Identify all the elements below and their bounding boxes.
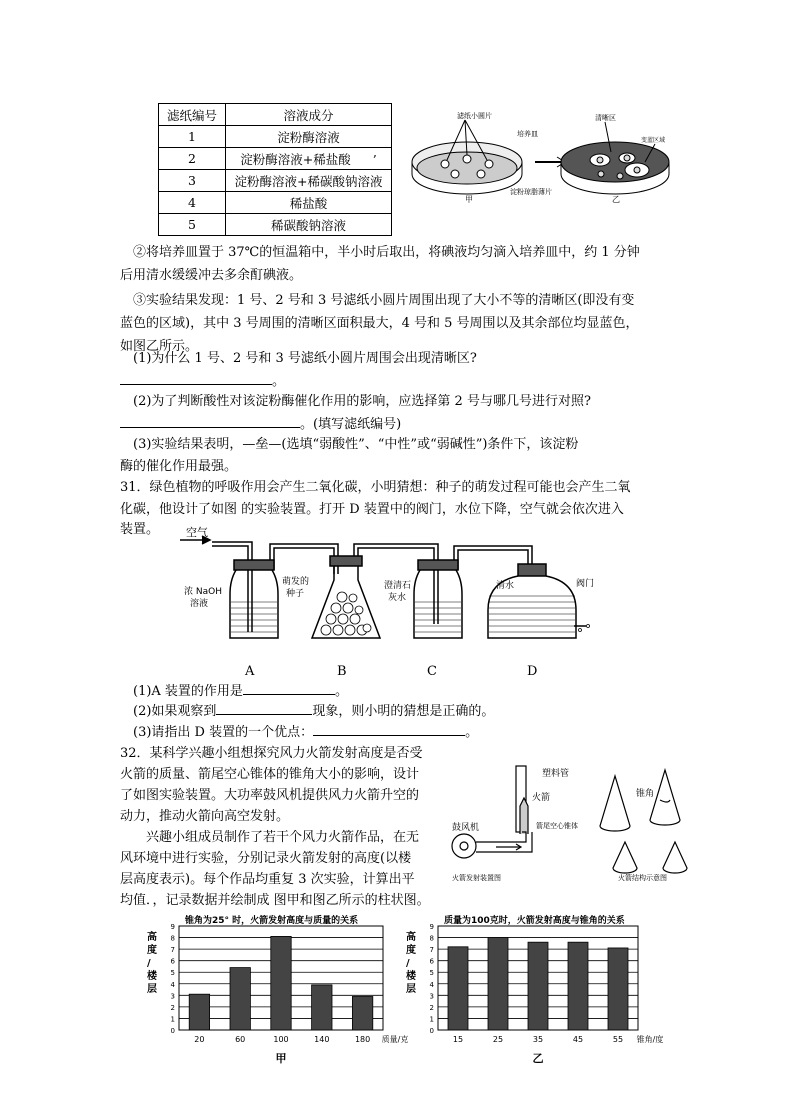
apparatus-label-c: C	[427, 664, 437, 679]
q30-question3-line1: (3)实验结果表明，—垒—(选填“弱酸性”、“中性”或“弱碱性”)条件下，该淀粉	[133, 437, 579, 452]
table-cell-text: 淀粉酶溶液+稀盐酸	[240, 151, 351, 167]
label-valve: 阀门	[576, 579, 595, 589]
rocket-figure	[450, 760, 696, 884]
answer-end: 。	[465, 725, 479, 740]
answer-blank[interactable]	[120, 415, 300, 428]
label-fan: 鼓风机	[452, 823, 480, 833]
answer-end: 。	[272, 374, 286, 389]
y-tick-label: 2	[429, 1003, 434, 1012]
stray-mark: ’	[372, 151, 377, 167]
q32-line4: 动力，推动火箭向高空发射。	[120, 809, 290, 824]
table-row	[159, 126, 392, 148]
y-tick-label: 2	[170, 1003, 175, 1012]
q32-line5: 兴趣小组成员制作了若干个风力火箭作品，在无	[146, 830, 420, 845]
y-axis-label: 高度/楼层	[406, 932, 416, 995]
bar	[568, 942, 588, 1030]
filter-paper-table	[158, 103, 392, 236]
answer-blank[interactable]	[313, 723, 465, 736]
table-row	[159, 214, 392, 236]
bar	[312, 985, 332, 1030]
q32-line2: 火箭的质量、箭尾空心锥体的锥角大小的影响，设计	[120, 767, 420, 782]
y-tick-label: 9	[429, 923, 434, 931]
chart-title: 质量为100克时，火箭发射高度与锥角的关系	[444, 916, 625, 926]
x-tick-label: 100	[273, 1035, 289, 1044]
table-cell: 淀粉酶溶液	[226, 126, 392, 148]
q31-question3	[133, 721, 478, 744]
question-text: (1)A 装置的作用是	[133, 684, 243, 699]
label-limewater-2: 灰水	[388, 593, 407, 603]
apparatus-figure	[178, 526, 598, 680]
x-tick-label: 55	[612, 1035, 624, 1044]
caption-rocket-structure: 火箭结构示意图	[618, 874, 667, 882]
chart-title: 锥角为25° 时，火箭发射高度与质量的关系	[185, 916, 359, 926]
q31-line1: 31．绿色植物的呼吸作用会产生二氧化碳，小明猜想：种子的萌发过程可能也会产生二氧	[120, 480, 631, 495]
y-tick-label: 4	[429, 980, 434, 989]
apparatus-label-a: A	[245, 664, 255, 679]
y-axis-label: 高度/楼层	[147, 932, 157, 995]
x-tick-label: 15	[452, 1035, 464, 1044]
chart-caption: 甲	[275, 1052, 287, 1065]
question-text: (3)请指出 D 装置的一个优点：	[133, 725, 314, 740]
y-tick-label: 3	[429, 992, 434, 1001]
label-dish: 培养皿	[517, 130, 538, 138]
y-tick-label: 0	[170, 1027, 175, 1035]
table-cell: 1	[159, 126, 226, 148]
label-water: 清水	[496, 581, 515, 591]
caption-jia: 甲	[465, 195, 473, 204]
bar	[189, 994, 209, 1030]
x-tick-label: 180	[354, 1035, 371, 1044]
label-naoh: 浓 NaOH	[184, 587, 222, 597]
bar	[488, 938, 508, 1030]
bar	[271, 936, 291, 1030]
y-tick-label: 7	[429, 946, 434, 955]
y-tick-label: 3	[170, 992, 175, 1001]
bar	[608, 948, 628, 1030]
x-tick-label: 60	[235, 1035, 246, 1044]
chart-yi	[402, 912, 682, 1067]
table-cell: 稀碳酸钠溶液	[226, 214, 392, 236]
label-filter-paper: 滤纸小圆片	[457, 112, 492, 120]
y-tick-label: 7	[170, 946, 175, 955]
label-agar-film: 淀粉琼脂薄片	[510, 188, 552, 196]
table-header-cell: 溶液成分	[226, 104, 392, 126]
answer-blank[interactable]	[243, 682, 335, 695]
q31-question2	[133, 700, 494, 723]
y-tick-label: 8	[170, 934, 175, 943]
step2-line1: ②将培养皿置于 37℃的恒温箱中，半小时后取出，将碘液均匀滴入培养皿中，约 1 分钟	[133, 245, 640, 260]
x-axis-label: 质量/克	[381, 1035, 409, 1044]
chart-caption: 乙	[532, 1052, 544, 1065]
bar	[448, 947, 468, 1030]
caption-yi: 乙	[612, 195, 620, 204]
q32-line7: 层高度表示)。每个作品均重复 3 次实验，计算出平	[120, 872, 415, 887]
label-seeds-2: 种子	[286, 589, 305, 599]
y-tick-label: 0	[429, 1027, 434, 1035]
q32-line1: 32．某科学兴趣小组想探究风力火箭发射高度是否受	[120, 746, 423, 761]
step3-line2: 蓝色的区域)，其中 3 号周围的清晰区面积最大，4 号和 5 号周围以及其余部位均显蓝色，	[120, 316, 639, 331]
table-row	[159, 148, 392, 170]
label-air: 空气	[186, 526, 208, 539]
label-blue-zone: 变蓝区域	[641, 137, 666, 144]
label-naoh-solution: 溶液	[190, 599, 209, 609]
answer-blank[interactable]	[120, 372, 272, 385]
answer-blank[interactable]	[216, 702, 312, 715]
q32-line3: 了如图实验装置。大功率鼓风机提供风力火箭升空的	[120, 788, 420, 803]
answer-end: 。	[334, 684, 348, 699]
apparatus-label-b: B	[337, 664, 347, 679]
q32-line8: 均值．，记录数据并绘制成 图甲和图乙所示的柱状图。	[120, 893, 430, 908]
label-rocket: 火箭	[532, 793, 551, 803]
table-cell: 3	[159, 170, 226, 192]
table-cell: 4	[159, 192, 226, 214]
answer-end: 。(填写滤纸编号)	[300, 417, 402, 432]
bar	[528, 942, 548, 1030]
table-cell: 稀盐酸	[226, 192, 392, 214]
table-cell: 淀粉酶溶液+稀碳酸钠溶液	[226, 170, 392, 192]
table-cell	[226, 148, 392, 170]
q30-question3-line2: 酶的催化作用最强。	[120, 459, 238, 474]
caption-launch-device: 火箭发射装置图	[452, 874, 501, 882]
x-tick-label: 20	[194, 1035, 205, 1044]
x-tick-label: 35	[532, 1035, 544, 1044]
table-header-cell: 滤纸编号	[159, 104, 226, 126]
x-tick-label: 140	[314, 1035, 330, 1044]
label-plastic-tube: 塑料管	[542, 769, 570, 779]
y-tick-label: 4	[170, 980, 175, 989]
table-row	[159, 170, 392, 192]
bar	[352, 996, 372, 1030]
y-tick-label: 1	[429, 1015, 434, 1024]
apparatus-label-d: D	[527, 664, 538, 679]
question-text: (2)如果观察到	[133, 704, 217, 719]
q30-question1: (1)为什么 1 号、2 号和 3 号滤纸小圆片周围会出现清晰区?	[133, 351, 477, 366]
y-tick-label: 8	[429, 934, 434, 943]
bar	[230, 968, 250, 1030]
label-clear-zone: 清晰区	[595, 114, 616, 122]
y-tick-label: 6	[429, 957, 434, 966]
y-tick-label: 1	[170, 1015, 175, 1024]
label-seeds: 萌发的	[282, 577, 310, 587]
question-text-end: 现象，则小明的猜想是正确的。	[312, 704, 495, 719]
q31-line2: 化碳，他设计了如图 的实验装置。打开 D 装置中的阀门，水位下降，空气就会依次进入	[120, 502, 624, 517]
x-axis-label: 锥角/度	[636, 1035, 664, 1044]
step2-line2: 后用清水缓缓冲去多余酊碘液。	[120, 268, 303, 283]
step3-line3: 如图乙所示。	[120, 339, 199, 354]
chart-jia	[143, 912, 409, 1067]
step3-line1: ③实验结果发现：1 号、2 号和 3 号滤纸小圆片周围出现了大小不等的清晰区(即没有变	[133, 293, 635, 308]
label-limewater: 澄清石	[384, 581, 412, 591]
table-row	[159, 192, 392, 214]
table-cell: 2	[159, 148, 226, 170]
table-cell: 5	[159, 214, 226, 236]
y-tick-label: 5	[429, 969, 434, 978]
y-tick-label: 6	[170, 957, 175, 966]
q32-line6: 风环境中进行实验，分别记录火箭发射的高度(以楼	[120, 851, 412, 866]
table-header-row	[159, 104, 392, 126]
y-tick-label: 5	[170, 969, 175, 978]
q31-line3: 装置。	[120, 522, 160, 537]
label-cone-angle: 锥角	[636, 789, 655, 799]
x-tick-label: 45	[572, 1035, 584, 1044]
petri-dish-figure	[405, 104, 675, 208]
q30-question2: (2)为了判断酸性对该淀粉酶催化作用的影响，应选择第 2 号与哪几号进行对照?	[133, 394, 591, 409]
x-tick-label: 25	[492, 1035, 504, 1044]
y-tick-label: 9	[170, 923, 175, 931]
label-tail-cone: 箭尾空心锥体	[536, 822, 578, 830]
